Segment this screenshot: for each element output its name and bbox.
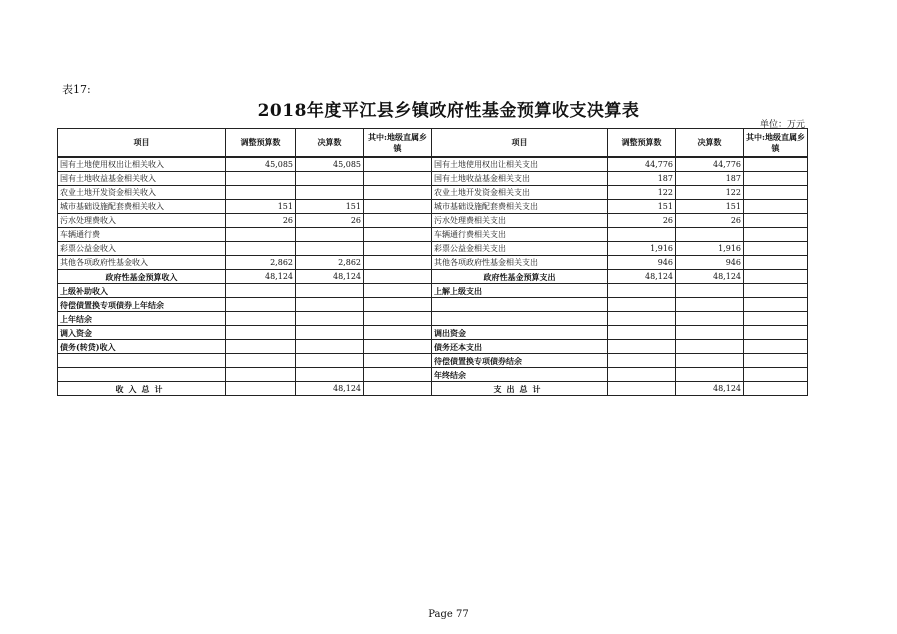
cell-expense-item: 待偿债置换专项债券结余 [432, 354, 608, 368]
cell-income-direct [364, 157, 432, 172]
cell-expense-final [676, 298, 744, 312]
cell-expense-direct [744, 354, 808, 368]
cell-income-item: 彩票公益金收入 [58, 242, 226, 256]
cell-income-direct [364, 284, 432, 298]
table-row [58, 200, 808, 214]
header-expense-direct: 其中:地级直属乡镇 [744, 129, 808, 158]
cell-income-adjusted: 151 [226, 200, 296, 214]
cell-expense-adjusted: 187 [608, 172, 676, 186]
cell-income-direct [364, 242, 432, 256]
cell-expense-final [676, 228, 744, 242]
table-body [58, 157, 808, 396]
cell-expense-final: 187 [676, 172, 744, 186]
cell-expense-final: 26 [676, 214, 744, 228]
cell-income-item: 待偿债置换专项债券上年结余 [58, 298, 226, 312]
cell-expense-adjusted [608, 340, 676, 354]
cell-income-direct [364, 312, 432, 326]
cell-expense-item: 年终结余 [432, 368, 608, 382]
cell-expense-direct [744, 256, 808, 270]
cell-income-item: 车辆通行费 [58, 228, 226, 242]
cell-expense-final [676, 312, 744, 326]
cell-expense-adjusted: 1,916 [608, 242, 676, 256]
cell-income-final: 48,124 [296, 270, 364, 284]
cell-income-direct [364, 186, 432, 200]
cell-income-item: 政府性基金预算收入 [58, 270, 226, 284]
cell-expense-adjusted: 151 [608, 200, 676, 214]
page-number: Page 77 [428, 609, 469, 620]
cell-expense-final: 48,124 [676, 382, 744, 396]
cell-expense-direct [744, 270, 808, 284]
cell-expense-adjusted [608, 312, 676, 326]
cell-expense-direct [744, 214, 808, 228]
cell-expense-direct [744, 172, 808, 186]
table-row [58, 214, 808, 228]
cell-income-final: 45,085 [296, 157, 364, 172]
cell-income-final [296, 172, 364, 186]
cell-expense-item: 农业土地开发资金相关支出 [432, 186, 608, 200]
cell-expense-final: 122 [676, 186, 744, 200]
cell-income-item: 调入资金 [58, 326, 226, 340]
cell-expense-item: 其他各项政府性基金相关支出 [432, 256, 608, 270]
cell-income-adjusted: 48,124 [226, 270, 296, 284]
cell-expense-final [676, 340, 744, 354]
cell-income-final [296, 326, 364, 340]
cell-expense-final [676, 326, 744, 340]
table-row [58, 256, 808, 270]
cell-expense-item: 调出资金 [432, 326, 608, 340]
header-income-final: 决算数 [296, 129, 364, 158]
cell-expense-adjusted: 48,124 [608, 270, 676, 284]
cell-income-item: 债务(转贷)收入 [58, 340, 226, 354]
cell-expense-adjusted [608, 298, 676, 312]
table-row [58, 312, 808, 326]
cell-income-item: 城市基础设施配套费相关收入 [58, 200, 226, 214]
cell-expense-final: 151 [676, 200, 744, 214]
header-income-adjusted: 调整预算数 [226, 129, 296, 158]
table-row [58, 228, 808, 242]
cell-income-adjusted [226, 284, 296, 298]
cell-income-final [296, 242, 364, 256]
cell-expense-item: 彩票公益金相关支出 [432, 242, 608, 256]
cell-income-direct [364, 228, 432, 242]
cell-expense-item: 支出总计 [432, 382, 608, 396]
cell-income-item: 上年结余 [58, 312, 226, 326]
cell-expense-final: 946 [676, 256, 744, 270]
cell-expense-direct [744, 382, 808, 396]
table-row [58, 340, 808, 354]
table-row [58, 354, 808, 368]
table-row [58, 186, 808, 200]
cell-income-adjusted: 45,085 [226, 157, 296, 172]
cell-income-adjusted [226, 186, 296, 200]
cell-expense-direct [744, 368, 808, 382]
cell-expense-item: 上解上级支出 [432, 284, 608, 298]
cell-income-adjusted [226, 340, 296, 354]
cell-income-item: 国有土地使用权出让相关收入 [58, 157, 226, 172]
cell-expense-final [676, 368, 744, 382]
cell-expense-item: 国有土地收益基金相关支出 [432, 172, 608, 186]
cell-expense-item: 污水处理费相关支出 [432, 214, 608, 228]
cell-expense-adjusted [608, 284, 676, 298]
cell-income-final [296, 186, 364, 200]
cell-income-adjusted [226, 312, 296, 326]
cell-expense-adjusted [608, 368, 676, 382]
cell-expense-adjusted [608, 382, 676, 396]
cell-expense-direct [744, 298, 808, 312]
table-row [58, 298, 808, 312]
total-row [58, 382, 808, 396]
header-income-item: 项目 [58, 129, 226, 158]
cell-expense-item: 国有土地使用权出让相关支出 [432, 157, 608, 172]
table-row [58, 368, 808, 382]
cell-expense-item [432, 312, 608, 326]
cell-income-direct [364, 214, 432, 228]
cell-expense-adjusted: 26 [608, 214, 676, 228]
cell-income-item [58, 368, 226, 382]
table-row [58, 172, 808, 186]
subtotal-row [58, 270, 808, 284]
cell-expense-item: 城市基础设施配套费相关支出 [432, 200, 608, 214]
cell-expense-final: 48,124 [676, 270, 744, 284]
cell-expense-final [676, 354, 744, 368]
cell-income-item: 国有土地收益基金相关收入 [58, 172, 226, 186]
cell-expense-adjusted: 946 [608, 256, 676, 270]
cell-income-direct [364, 298, 432, 312]
cell-expense-adjusted: 122 [608, 186, 676, 200]
cell-income-final [296, 284, 364, 298]
cell-income-final: 2,862 [296, 256, 364, 270]
unit-label: 单位：万元 [759, 120, 805, 130]
cell-income-item: 污水处理费收入 [58, 214, 226, 228]
table-row [58, 326, 808, 340]
cell-income-adjusted [226, 172, 296, 186]
cell-income-final [296, 368, 364, 382]
table-row [58, 284, 808, 298]
cell-expense-direct [744, 312, 808, 326]
cell-expense-adjusted [608, 326, 676, 340]
cell-income-final [296, 298, 364, 312]
cell-income-adjusted [226, 382, 296, 396]
cell-income-adjusted: 26 [226, 214, 296, 228]
cell-expense-adjusted [608, 228, 676, 242]
cell-income-direct [364, 382, 432, 396]
cell-expense-direct [744, 340, 808, 354]
cell-expense-direct [744, 200, 808, 214]
cell-income-final: 26 [296, 214, 364, 228]
cell-income-direct [364, 354, 432, 368]
cell-income-adjusted [226, 298, 296, 312]
cell-income-direct [364, 326, 432, 340]
cell-income-final [296, 228, 364, 242]
cell-expense-direct [744, 228, 808, 242]
cell-expense-final [676, 284, 744, 298]
cell-income-adjusted [226, 242, 296, 256]
cell-expense-item: 债务还本支出 [432, 340, 608, 354]
cell-expense-adjusted: 44,776 [608, 157, 676, 172]
cell-income-item [58, 354, 226, 368]
cell-income-item: 收入总计 [58, 382, 226, 396]
header-expense-final: 决算数 [676, 129, 744, 158]
cell-expense-direct [744, 242, 808, 256]
cell-expense-direct [744, 186, 808, 200]
cell-income-final: 48,124 [296, 382, 364, 396]
cell-income-adjusted [226, 228, 296, 242]
cell-income-direct [364, 172, 432, 186]
budget-table [57, 128, 808, 396]
cell-income-final: 151 [296, 200, 364, 214]
header-income-direct: 其中:地级直属乡镇 [364, 129, 432, 158]
cell-income-direct [364, 368, 432, 382]
cell-income-direct [364, 340, 432, 354]
table-row [58, 242, 808, 256]
cell-expense-item [432, 298, 608, 312]
cell-income-direct [364, 200, 432, 214]
cell-income-direct [364, 256, 432, 270]
cell-income-direct [364, 270, 432, 284]
cell-income-item: 上级补助收入 [58, 284, 226, 298]
header-expense-adjusted: 调整预算数 [608, 129, 676, 158]
cell-income-item: 农业土地开发资金相关收入 [58, 186, 226, 200]
cell-expense-direct [744, 157, 808, 172]
cell-income-final [296, 312, 364, 326]
cell-expense-adjusted [608, 354, 676, 368]
page-title: 2018年度平江县乡镇政府性基金预算收支决算表 [257, 101, 640, 121]
cell-income-adjusted [226, 368, 296, 382]
cell-income-adjusted [226, 354, 296, 368]
cell-income-adjusted: 2,862 [226, 256, 296, 270]
table-number: 表17: [62, 83, 91, 96]
cell-expense-direct [744, 326, 808, 340]
cell-expense-item: 车辆通行费相关支出 [432, 228, 608, 242]
cell-income-final [296, 354, 364, 368]
cell-income-final [296, 340, 364, 354]
cell-income-item: 其他各项政府性基金收入 [58, 256, 226, 270]
cell-expense-final: 44,776 [676, 157, 744, 172]
table-row [58, 157, 808, 172]
cell-expense-item: 政府性基金预算支出 [432, 270, 608, 284]
cell-income-adjusted [226, 326, 296, 340]
cell-expense-direct [744, 284, 808, 298]
header-expense-item: 项目 [432, 129, 608, 158]
header-row [58, 129, 808, 158]
cell-expense-final: 1,916 [676, 242, 744, 256]
